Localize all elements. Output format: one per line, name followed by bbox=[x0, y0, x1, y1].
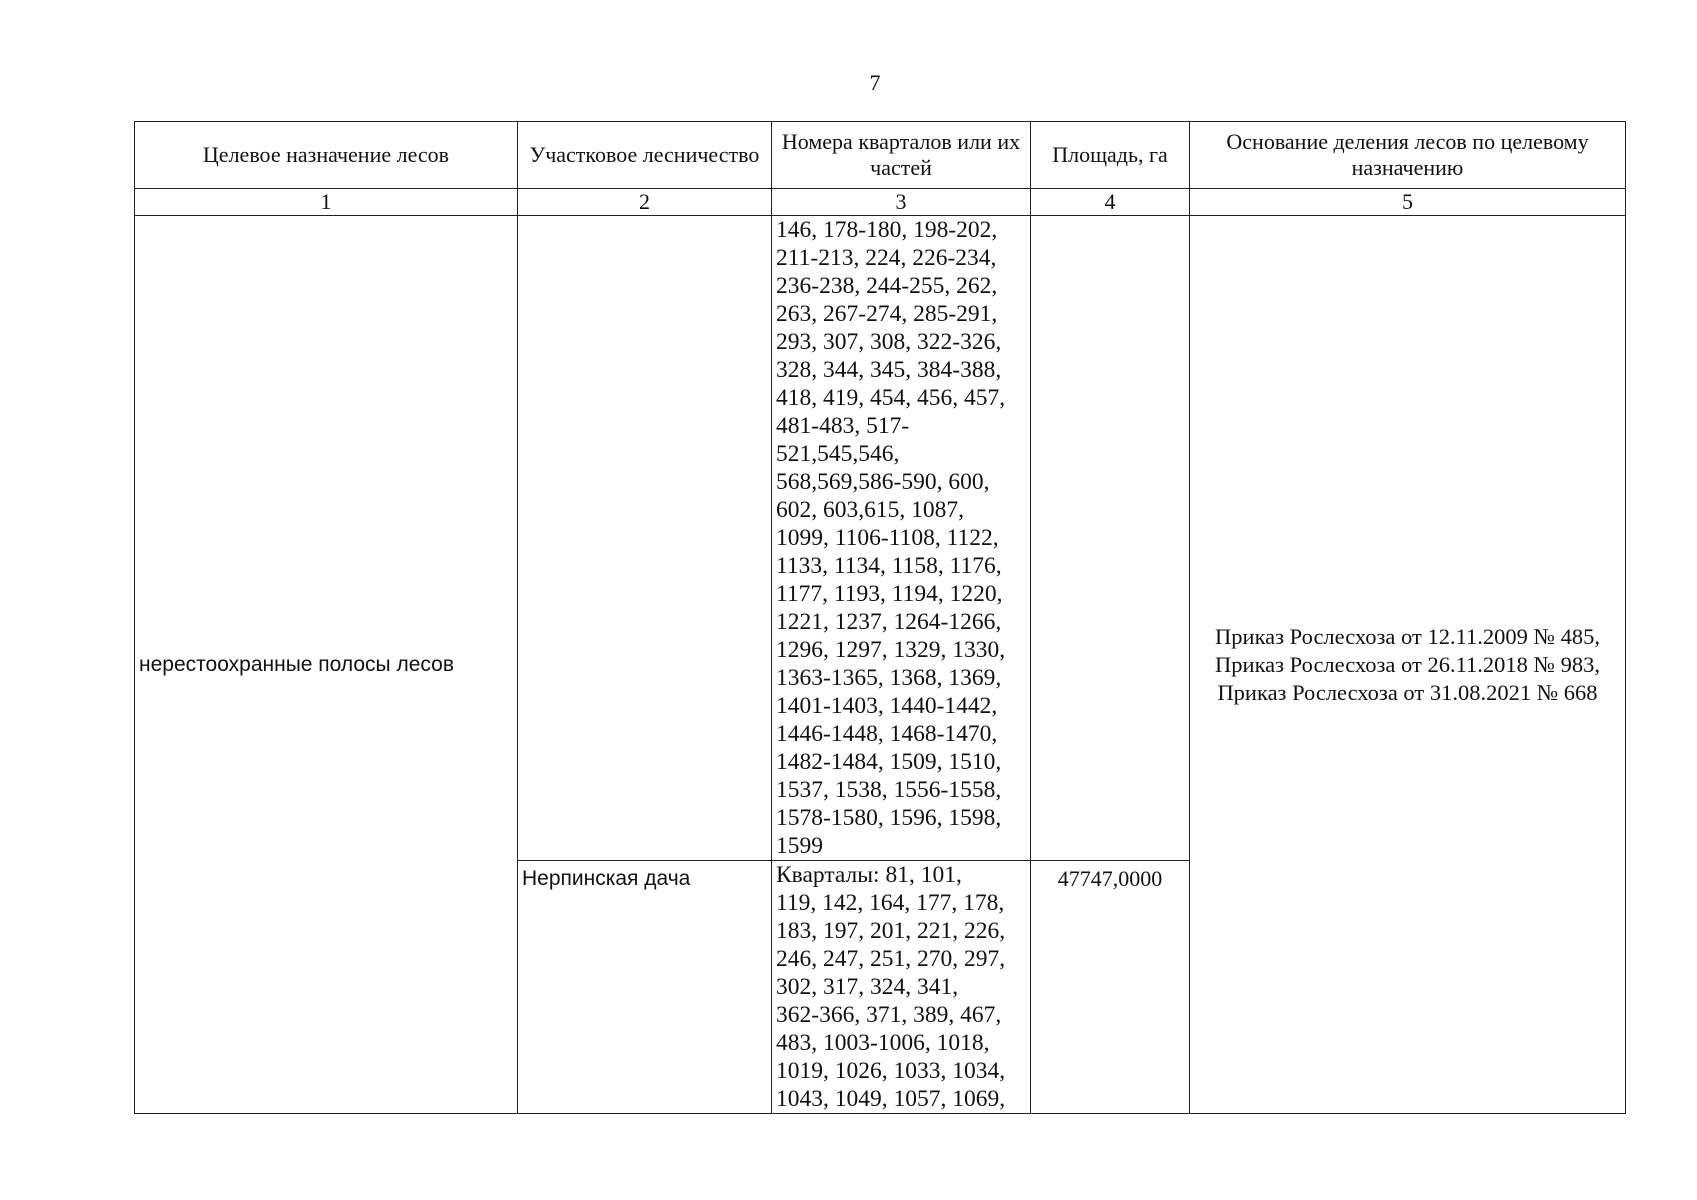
quarter-line: 1133, 1134, 1158, 1176, bbox=[776, 553, 1002, 579]
quarters-cell bbox=[772, 216, 1031, 861]
area-cell bbox=[1031, 216, 1190, 861]
forestry-cell bbox=[518, 216, 772, 861]
quarter-line: 1099, 1106-1108, 1122, bbox=[776, 525, 999, 551]
column-number: 5 bbox=[1190, 189, 1626, 216]
quarter-line: 1446-1448, 1468-1470, bbox=[776, 721, 998, 747]
column-number-row bbox=[135, 189, 1626, 216]
quarter-line: 1599 bbox=[776, 833, 823, 859]
basis-line: Приказ Рослесхоза от 31.08.2021 № 668 bbox=[1217, 679, 1598, 705]
basis-cell bbox=[1190, 216, 1626, 1114]
header-row bbox=[135, 122, 1626, 189]
quarter-line: 1296, 1297, 1329, 1330, bbox=[776, 637, 1006, 663]
quarter-line: 1482-1484, 1509, 1510, bbox=[776, 749, 1002, 775]
quarter-line: 1578-1580, 1596, 1598, bbox=[776, 805, 1002, 831]
purpose-cell: нерестоохранные полосы лесов bbox=[135, 216, 518, 1114]
header-basis: Основание деления лесов по целевому назначению bbox=[1190, 122, 1626, 189]
page-number: 7 bbox=[869, 70, 881, 95]
quarter-line: 1537, 1538, 1556-1558, bbox=[776, 777, 1002, 803]
column-number: 4 bbox=[1031, 189, 1190, 216]
quarter-line: 521,545,546, bbox=[776, 441, 900, 467]
basis-line: Приказ Рослесхоза от 12.11.2009 № 485, bbox=[1215, 623, 1600, 649]
header-area: Площадь, га bbox=[1031, 122, 1190, 189]
basis-line: Приказ Рослесхоза от 26.11.2018 № 983, bbox=[1215, 651, 1600, 677]
quarter-line: Кварталы: 81, 101, bbox=[776, 862, 962, 888]
quarter-line: 146, 178-180, 198-202, bbox=[776, 217, 998, 243]
column-number: 3 bbox=[772, 189, 1031, 216]
quarter-line: 328, 344, 345, 384-388, bbox=[776, 357, 1002, 383]
quarter-line: 602, 603,615, 1087, bbox=[776, 497, 964, 523]
header-purpose: Целевое назначение лесов bbox=[135, 122, 518, 189]
quarter-line: 481-483, 517- bbox=[776, 413, 910, 439]
forestry-cell: Нерпинская дача bbox=[518, 861, 772, 1114]
column-number: 1 bbox=[135, 189, 518, 216]
column-number: 2 bbox=[518, 189, 772, 216]
quarter-line: 418, 419, 454, 456, 457, bbox=[776, 385, 1006, 411]
quarter-line: 568,569,586-590, 600, bbox=[776, 469, 990, 495]
quarter-line: 183, 197, 201, 221, 226, bbox=[776, 918, 1006, 944]
quarter-line: 211-213, 224, 226-234, bbox=[776, 245, 997, 271]
quarter-line: 1043, 1049, 1057, 1069, bbox=[776, 1086, 1006, 1112]
quarter-line: 293, 307, 308, 322-326, bbox=[776, 329, 1002, 355]
quarter-line: 1363-1365, 1368, 1369, bbox=[776, 665, 1002, 691]
quarter-line: 236-238, 244-255, 262, bbox=[776, 273, 998, 299]
quarter-line: 1019, 1026, 1033, 1034, bbox=[776, 1058, 1006, 1084]
quarter-line: 1401-1403, 1440-1442, bbox=[776, 693, 998, 719]
table-row bbox=[135, 216, 1626, 861]
forest-purpose-table bbox=[134, 121, 1626, 1114]
area-cell: 47747,0000 bbox=[1031, 861, 1190, 1114]
header-quarters: Номера кварталов или их частей bbox=[772, 122, 1031, 189]
quarter-line: 246, 247, 251, 270, 297, bbox=[776, 946, 1006, 972]
quarters-cell bbox=[772, 861, 1031, 1114]
quarter-line: 302, 317, 324, 341, bbox=[776, 974, 959, 1000]
quarter-line: 263, 267-274, 285-291, bbox=[776, 301, 998, 327]
quarter-line: 1221, 1237, 1264-1266, bbox=[776, 609, 1002, 635]
quarter-line: 362-366, 371, 389, 467, bbox=[776, 1002, 1002, 1028]
quarter-line: 119, 142, 164, 177, 178, bbox=[776, 890, 1005, 916]
quarter-line: 1177, 1193, 1194, 1220, bbox=[776, 581, 1003, 607]
header-forestry: Участковое лесничество bbox=[518, 122, 772, 189]
quarter-line: 483, 1003-1006, 1018, bbox=[776, 1030, 990, 1056]
